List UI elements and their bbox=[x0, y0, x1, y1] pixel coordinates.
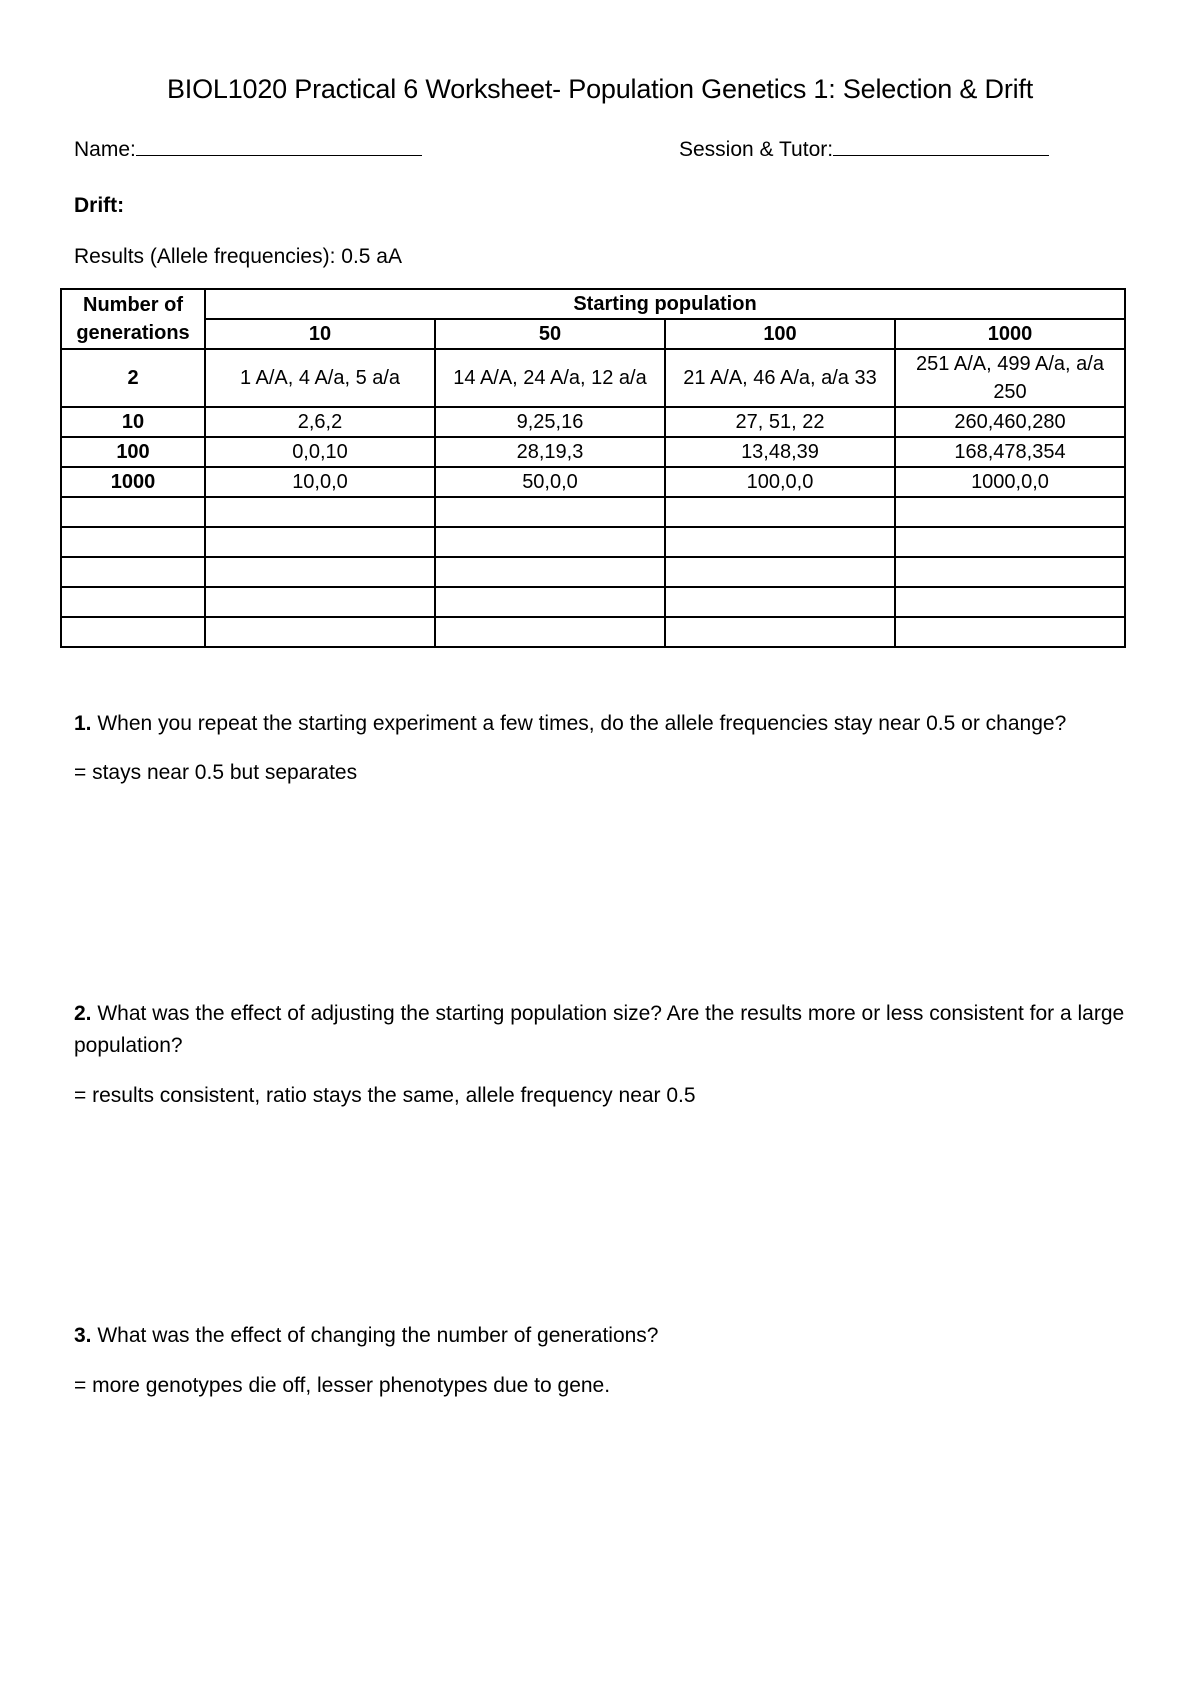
column-header: 1000 bbox=[895, 319, 1125, 349]
question-number: 2. bbox=[74, 1002, 92, 1025]
question-text: What was the effect of adjusting the starting population size? Are the results more or less consistent for a large population? bbox=[74, 1002, 1125, 1057]
name-label: Name: bbox=[74, 138, 136, 161]
empty-cell[interactable] bbox=[895, 587, 1125, 617]
column-header: 50 bbox=[435, 319, 665, 349]
table-cell: 0,0,10 bbox=[205, 437, 435, 467]
table-cell: 14 A/A, 24 A/a, 12 a/a bbox=[435, 349, 665, 407]
column-header: 10 bbox=[205, 319, 435, 349]
empty-cell[interactable] bbox=[61, 557, 205, 587]
question-1 bbox=[74, 708, 1134, 740]
empty-cell[interactable] bbox=[665, 497, 895, 527]
drift-results-table bbox=[60, 288, 1126, 648]
empty-table-row bbox=[61, 617, 1125, 647]
table-row bbox=[61, 349, 1125, 407]
table-cell: 168,478,354 bbox=[895, 437, 1125, 467]
name-field bbox=[74, 137, 422, 162]
table-cell: 27, 51, 22 bbox=[665, 407, 895, 437]
empty-cell[interactable] bbox=[665, 617, 895, 647]
column-header: 100 bbox=[665, 319, 895, 349]
answer-3: = more genotypes die off, lesser phenotypes due to gene. bbox=[74, 1374, 611, 1397]
empty-table-row bbox=[61, 497, 1125, 527]
empty-cell[interactable] bbox=[61, 527, 205, 557]
table-row bbox=[61, 467, 1125, 497]
empty-cell[interactable] bbox=[435, 587, 665, 617]
table-cell: 100,0,0 bbox=[665, 467, 895, 497]
table-header-row bbox=[61, 289, 1125, 319]
empty-cell[interactable] bbox=[435, 617, 665, 647]
question-number: 1. bbox=[74, 712, 92, 735]
empty-cell[interactable] bbox=[665, 587, 895, 617]
table-cell: 1 A/A, 4 A/a, 5 a/a bbox=[205, 349, 435, 407]
empty-cell[interactable] bbox=[205, 617, 435, 647]
table-cell: 2,6,2 bbox=[205, 407, 435, 437]
empty-cell[interactable] bbox=[435, 527, 665, 557]
session-tutor-blank[interactable] bbox=[833, 137, 1049, 156]
table-cell: 251 A/A, 499 A/a, a/a 250 bbox=[895, 349, 1125, 407]
answer-2: = results consistent, ratio stays the same, allele frequency near 0.5 bbox=[74, 1084, 696, 1107]
empty-cell[interactable] bbox=[61, 617, 205, 647]
empty-cell[interactable] bbox=[895, 497, 1125, 527]
empty-cell[interactable] bbox=[665, 527, 895, 557]
table-cell: 1000,0,0 bbox=[895, 467, 1125, 497]
page-title: BIOL1020 Practical 6 Worksheet- Population Genetics 1: Selection & Drift bbox=[166, 74, 1034, 104]
empty-cell[interactable] bbox=[205, 587, 435, 617]
generations-cell: 1000 bbox=[61, 467, 205, 497]
question-2 bbox=[74, 998, 1134, 1062]
empty-table-row bbox=[61, 527, 1125, 557]
answer-1: = stays near 0.5 but separates bbox=[74, 761, 358, 784]
empty-cell[interactable] bbox=[665, 557, 895, 587]
empty-cell[interactable] bbox=[895, 557, 1125, 587]
question-text: What was the effect of changing the number of generations? bbox=[91, 1324, 659, 1347]
drift-heading: Drift: bbox=[74, 194, 125, 217]
empty-cell[interactable] bbox=[435, 557, 665, 587]
generations-cell: 10 bbox=[61, 407, 205, 437]
session-tutor-field bbox=[679, 137, 1049, 162]
table-row bbox=[61, 437, 1125, 467]
empty-cell[interactable] bbox=[61, 497, 205, 527]
table-cell: 260,460,280 bbox=[895, 407, 1125, 437]
generations-cell: 2 bbox=[61, 349, 205, 407]
empty-cell[interactable] bbox=[205, 527, 435, 557]
table-cell: 10,0,0 bbox=[205, 467, 435, 497]
empty-cell[interactable] bbox=[895, 527, 1125, 557]
empty-cell[interactable] bbox=[205, 497, 435, 527]
table-row bbox=[61, 407, 1125, 437]
empty-table-row bbox=[61, 587, 1125, 617]
table-cell: 13,48,39 bbox=[665, 437, 895, 467]
starting-population-header: Starting population bbox=[205, 289, 1125, 319]
empty-cell[interactable] bbox=[205, 557, 435, 587]
empty-table-row bbox=[61, 557, 1125, 587]
empty-cell[interactable] bbox=[895, 617, 1125, 647]
table-cell: 9,25,16 bbox=[435, 407, 665, 437]
empty-cell[interactable] bbox=[61, 587, 205, 617]
question-text: When you repeat the starting experiment a few times, do the allele frequencies stay near 0.5 or change? bbox=[91, 712, 1067, 735]
empty-cell[interactable] bbox=[435, 497, 665, 527]
question-3 bbox=[74, 1320, 1134, 1352]
question-number: 3. bbox=[74, 1324, 92, 1347]
table-cell: 21 A/A, 46 A/a, a/a 33 bbox=[665, 349, 895, 407]
table-cell: 50,0,0 bbox=[435, 467, 665, 497]
table-subheader-row bbox=[61, 319, 1125, 349]
name-blank[interactable] bbox=[136, 137, 422, 156]
table-cell: 28,19,3 bbox=[435, 437, 665, 467]
session-tutor-label: Session & Tutor: bbox=[679, 138, 834, 161]
generations-header: Number of generations bbox=[61, 289, 205, 349]
results-label: Results (Allele frequencies): 0.5 aA bbox=[74, 245, 402, 268]
generations-cell: 100 bbox=[61, 437, 205, 467]
